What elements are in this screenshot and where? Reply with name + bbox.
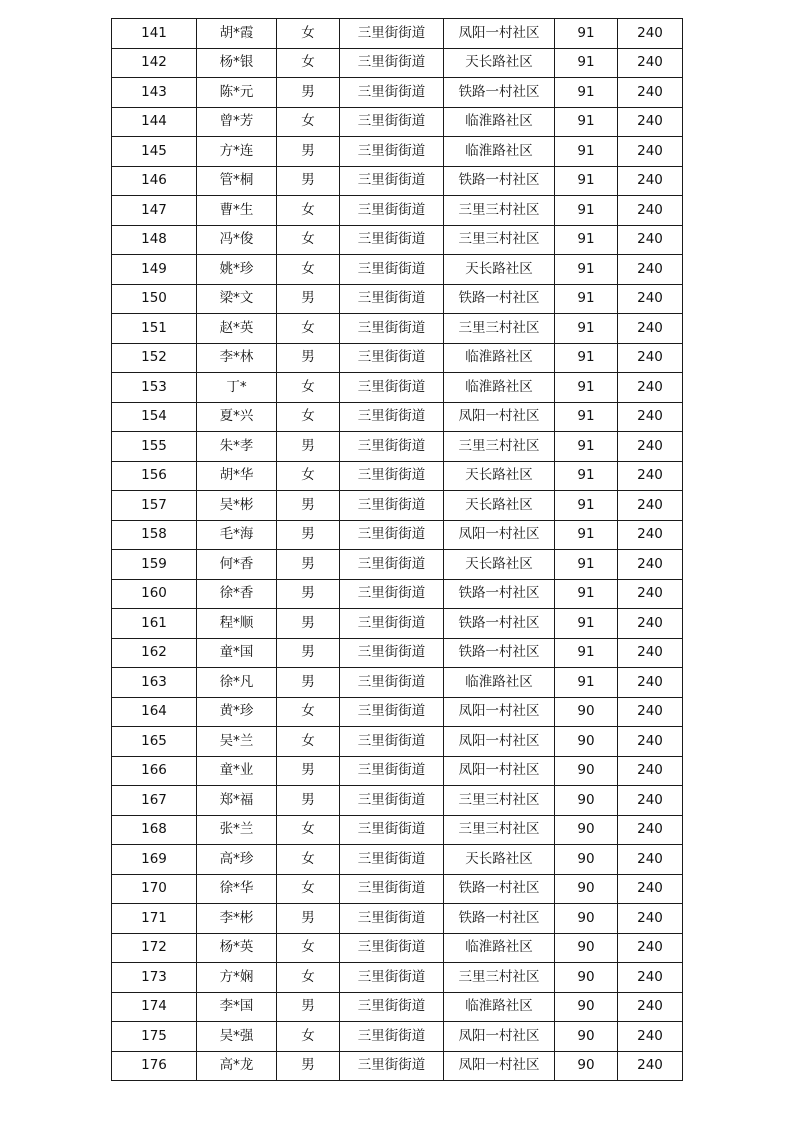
cell-name: 徐*香 (197, 579, 277, 609)
cell-amount: 240 (618, 343, 683, 373)
cell-community: 铁路一村社区 (444, 579, 555, 609)
cell-gender: 女 (277, 373, 340, 403)
cell-gender: 男 (277, 786, 340, 816)
table-row (112, 19, 683, 49)
cell-gender: 男 (277, 284, 340, 314)
cell-gender: 男 (277, 756, 340, 786)
cell-community: 铁路一村社区 (444, 78, 555, 108)
cell-name: 胡*霞 (197, 19, 277, 49)
cell-amount: 240 (618, 19, 683, 49)
cell-age: 91 (555, 373, 618, 403)
cell-amount: 240 (618, 815, 683, 845)
cell-amount: 240 (618, 255, 683, 285)
cell-community: 天长路社区 (444, 48, 555, 78)
cell-amount: 240 (618, 196, 683, 226)
cell-amount: 240 (618, 107, 683, 137)
table-row (112, 166, 683, 196)
cell-age: 91 (555, 107, 618, 137)
cell-serial-number: 155 (112, 432, 197, 462)
cell-amount: 240 (618, 845, 683, 875)
table-row (112, 845, 683, 875)
cell-gender: 女 (277, 402, 340, 432)
cell-serial-number: 156 (112, 461, 197, 491)
cell-community: 凤阳一村社区 (444, 1051, 555, 1081)
cell-community: 三里三村社区 (444, 432, 555, 462)
table-row (112, 402, 683, 432)
cell-name: 李*国 (197, 992, 277, 1022)
cell-amount: 240 (618, 609, 683, 639)
cell-street: 三里街街道 (340, 609, 444, 639)
cell-name: 高*珍 (197, 845, 277, 875)
cell-serial-number: 160 (112, 579, 197, 609)
cell-amount: 240 (618, 904, 683, 934)
cell-community: 临淮路社区 (444, 107, 555, 137)
cell-street: 三里街街道 (340, 373, 444, 403)
table-row (112, 373, 683, 403)
cell-name: 黄*珍 (197, 697, 277, 727)
cell-name: 郑*福 (197, 786, 277, 816)
cell-serial-number: 163 (112, 668, 197, 698)
cell-community: 临淮路社区 (444, 373, 555, 403)
cell-community: 天长路社区 (444, 491, 555, 521)
cell-name: 徐*华 (197, 874, 277, 904)
cell-community: 铁路一村社区 (444, 609, 555, 639)
cell-gender: 男 (277, 638, 340, 668)
cell-name: 张*兰 (197, 815, 277, 845)
cell-amount: 240 (618, 284, 683, 314)
table-row (112, 756, 683, 786)
cell-serial-number: 162 (112, 638, 197, 668)
cell-community: 临淮路社区 (444, 343, 555, 373)
table-row (112, 520, 683, 550)
cell-serial-number: 145 (112, 137, 197, 167)
cell-name: 冯*俊 (197, 225, 277, 255)
cell-gender: 男 (277, 491, 340, 521)
cell-street: 三里街街道 (340, 402, 444, 432)
cell-amount: 240 (618, 314, 683, 344)
cell-serial-number: 154 (112, 402, 197, 432)
table-row (112, 78, 683, 108)
cell-street: 三里街街道 (340, 461, 444, 491)
cell-gender: 女 (277, 727, 340, 757)
table-row (112, 668, 683, 698)
table-row (112, 107, 683, 137)
cell-name: 曹*生 (197, 196, 277, 226)
table-row (112, 904, 683, 934)
cell-name: 曾*芳 (197, 107, 277, 137)
cell-serial-number: 151 (112, 314, 197, 344)
cell-age: 91 (555, 343, 618, 373)
cell-street: 三里街街道 (340, 166, 444, 196)
cell-name: 吴*兰 (197, 727, 277, 757)
cell-street: 三里街街道 (340, 992, 444, 1022)
cell-name: 方*连 (197, 137, 277, 167)
cell-street: 三里街街道 (340, 225, 444, 255)
table-row (112, 638, 683, 668)
cell-serial-number: 144 (112, 107, 197, 137)
cell-name: 何*香 (197, 550, 277, 580)
cell-age: 91 (555, 314, 618, 344)
cell-age: 91 (555, 19, 618, 49)
table-row (112, 1051, 683, 1081)
table-row (112, 225, 683, 255)
cell-gender: 女 (277, 845, 340, 875)
cell-age: 90 (555, 992, 618, 1022)
cell-age: 91 (555, 225, 618, 255)
cell-street: 三里街街道 (340, 137, 444, 167)
cell-street: 三里街街道 (340, 1022, 444, 1052)
cell-name: 毛*海 (197, 520, 277, 550)
cell-amount: 240 (618, 373, 683, 403)
cell-gender: 男 (277, 343, 340, 373)
cell-community: 三里三村社区 (444, 196, 555, 226)
table-row (112, 579, 683, 609)
cell-community: 凤阳一村社区 (444, 1022, 555, 1052)
cell-serial-number: 152 (112, 343, 197, 373)
cell-amount: 240 (618, 697, 683, 727)
cell-street: 三里街街道 (340, 638, 444, 668)
cell-amount: 240 (618, 520, 683, 550)
cell-street: 三里街街道 (340, 343, 444, 373)
cell-gender: 女 (277, 196, 340, 226)
cell-name: 方*娴 (197, 963, 277, 993)
cell-street: 三里街街道 (340, 491, 444, 521)
cell-gender: 男 (277, 432, 340, 462)
cell-community: 三里三村社区 (444, 314, 555, 344)
cell-community: 铁路一村社区 (444, 904, 555, 934)
table-row (112, 815, 683, 845)
cell-community: 天长路社区 (444, 461, 555, 491)
cell-street: 三里街街道 (340, 196, 444, 226)
cell-community: 临淮路社区 (444, 137, 555, 167)
cell-serial-number: 146 (112, 166, 197, 196)
table-row (112, 314, 683, 344)
cell-amount: 240 (618, 1022, 683, 1052)
cell-age: 91 (555, 284, 618, 314)
cell-gender: 男 (277, 668, 340, 698)
cell-serial-number: 176 (112, 1051, 197, 1081)
cell-serial-number: 149 (112, 255, 197, 285)
cell-age: 91 (555, 668, 618, 698)
table-row (112, 609, 683, 639)
table-row (112, 874, 683, 904)
cell-name: 杨*银 (197, 48, 277, 78)
cell-age: 91 (555, 137, 618, 167)
cell-name: 童*国 (197, 638, 277, 668)
cell-name: 吴*彬 (197, 491, 277, 521)
cell-community: 凤阳一村社区 (444, 520, 555, 550)
table-row (112, 1022, 683, 1052)
cell-serial-number: 164 (112, 697, 197, 727)
cell-street: 三里街街道 (340, 874, 444, 904)
cell-serial-number: 170 (112, 874, 197, 904)
cell-amount: 240 (618, 461, 683, 491)
cell-community: 铁路一村社区 (444, 284, 555, 314)
cell-serial-number: 158 (112, 520, 197, 550)
cell-street: 三里街街道 (340, 78, 444, 108)
cell-street: 三里街街道 (340, 48, 444, 78)
cell-community: 凤阳一村社区 (444, 727, 555, 757)
cell-community: 临淮路社区 (444, 992, 555, 1022)
cell-gender: 男 (277, 609, 340, 639)
cell-age: 91 (555, 638, 618, 668)
cell-gender: 男 (277, 166, 340, 196)
cell-amount: 240 (618, 756, 683, 786)
table-row (112, 48, 683, 78)
cell-street: 三里街街道 (340, 904, 444, 934)
cell-serial-number: 150 (112, 284, 197, 314)
cell-amount: 240 (618, 432, 683, 462)
cell-street: 三里街街道 (340, 432, 444, 462)
cell-name: 李*林 (197, 343, 277, 373)
cell-street: 三里街街道 (340, 314, 444, 344)
cell-gender: 男 (277, 78, 340, 108)
cell-name: 管*桐 (197, 166, 277, 196)
cell-amount: 240 (618, 992, 683, 1022)
cell-community: 天长路社区 (444, 845, 555, 875)
cell-amount: 240 (618, 933, 683, 963)
cell-community: 三里三村社区 (444, 786, 555, 816)
cell-age: 91 (555, 255, 618, 285)
cell-gender: 女 (277, 225, 340, 255)
cell-community: 临淮路社区 (444, 933, 555, 963)
table-row (112, 137, 683, 167)
cell-serial-number: 159 (112, 550, 197, 580)
cell-age: 90 (555, 845, 618, 875)
cell-serial-number: 141 (112, 19, 197, 49)
roster-table (111, 18, 683, 1081)
cell-age: 90 (555, 756, 618, 786)
cell-community: 三里三村社区 (444, 815, 555, 845)
cell-serial-number: 165 (112, 727, 197, 757)
table-row (112, 461, 683, 491)
cell-amount: 240 (618, 550, 683, 580)
cell-amount: 240 (618, 225, 683, 255)
cell-amount: 240 (618, 78, 683, 108)
cell-name: 姚*珍 (197, 255, 277, 285)
cell-age: 91 (555, 461, 618, 491)
cell-gender: 女 (277, 461, 340, 491)
cell-gender: 女 (277, 933, 340, 963)
cell-age: 91 (555, 520, 618, 550)
cell-amount: 240 (618, 402, 683, 432)
cell-amount: 240 (618, 1051, 683, 1081)
cell-gender: 女 (277, 314, 340, 344)
cell-street: 三里街街道 (340, 815, 444, 845)
cell-age: 91 (555, 491, 618, 521)
cell-age: 90 (555, 1022, 618, 1052)
cell-gender: 女 (277, 874, 340, 904)
cell-serial-number: 166 (112, 756, 197, 786)
cell-amount: 240 (618, 491, 683, 521)
cell-amount: 240 (618, 963, 683, 993)
cell-age: 91 (555, 402, 618, 432)
cell-gender: 女 (277, 255, 340, 285)
cell-name: 朱*孝 (197, 432, 277, 462)
cell-community: 铁路一村社区 (444, 166, 555, 196)
table-row (112, 697, 683, 727)
cell-age: 90 (555, 904, 618, 934)
table-row (112, 786, 683, 816)
cell-name: 童*业 (197, 756, 277, 786)
cell-street: 三里街街道 (340, 255, 444, 285)
cell-street: 三里街街道 (340, 520, 444, 550)
cell-serial-number: 175 (112, 1022, 197, 1052)
cell-age: 91 (555, 196, 618, 226)
cell-name: 杨*英 (197, 933, 277, 963)
cell-serial-number: 167 (112, 786, 197, 816)
cell-amount: 240 (618, 874, 683, 904)
cell-name: 赵*英 (197, 314, 277, 344)
cell-street: 三里街街道 (340, 756, 444, 786)
cell-community: 临淮路社区 (444, 668, 555, 698)
cell-street: 三里街街道 (340, 786, 444, 816)
cell-street: 三里街街道 (340, 1051, 444, 1081)
table-row (112, 432, 683, 462)
cell-community: 铁路一村社区 (444, 874, 555, 904)
cell-age: 91 (555, 78, 618, 108)
cell-gender: 男 (277, 520, 340, 550)
cell-street: 三里街街道 (340, 19, 444, 49)
cell-gender: 女 (277, 815, 340, 845)
cell-gender: 男 (277, 550, 340, 580)
cell-amount: 240 (618, 166, 683, 196)
cell-age: 91 (555, 48, 618, 78)
cell-name: 胡*华 (197, 461, 277, 491)
table-row (112, 343, 683, 373)
cell-age: 91 (555, 550, 618, 580)
cell-age: 90 (555, 815, 618, 845)
cell-age: 90 (555, 874, 618, 904)
cell-amount: 240 (618, 137, 683, 167)
cell-age: 90 (555, 786, 618, 816)
cell-amount: 240 (618, 579, 683, 609)
cell-street: 三里街街道 (340, 550, 444, 580)
cell-serial-number: 157 (112, 491, 197, 521)
table-row (112, 992, 683, 1022)
cell-age: 90 (555, 933, 618, 963)
cell-serial-number: 147 (112, 196, 197, 226)
cell-serial-number: 148 (112, 225, 197, 255)
cell-name: 丁* (197, 373, 277, 403)
table-row (112, 550, 683, 580)
cell-gender: 男 (277, 904, 340, 934)
cell-amount: 240 (618, 48, 683, 78)
cell-serial-number: 173 (112, 963, 197, 993)
cell-name: 徐*凡 (197, 668, 277, 698)
cell-gender: 男 (277, 137, 340, 167)
table-row (112, 284, 683, 314)
cell-name: 吴*强 (197, 1022, 277, 1052)
cell-gender: 男 (277, 1051, 340, 1081)
cell-name: 程*顺 (197, 609, 277, 639)
cell-gender: 男 (277, 579, 340, 609)
cell-street: 三里街街道 (340, 727, 444, 757)
table-row (112, 255, 683, 285)
cell-community: 三里三村社区 (444, 963, 555, 993)
cell-serial-number: 143 (112, 78, 197, 108)
table-row (112, 727, 683, 757)
cell-street: 三里街街道 (340, 668, 444, 698)
cell-age: 90 (555, 727, 618, 757)
cell-street: 三里街街道 (340, 963, 444, 993)
cell-age: 90 (555, 963, 618, 993)
cell-community: 天长路社区 (444, 550, 555, 580)
cell-serial-number: 153 (112, 373, 197, 403)
cell-community: 凤阳一村社区 (444, 756, 555, 786)
cell-serial-number: 172 (112, 933, 197, 963)
cell-street: 三里街街道 (340, 697, 444, 727)
cell-name: 李*彬 (197, 904, 277, 934)
cell-age: 91 (555, 579, 618, 609)
cell-street: 三里街街道 (340, 845, 444, 875)
cell-serial-number: 142 (112, 48, 197, 78)
cell-name: 高*龙 (197, 1051, 277, 1081)
cell-serial-number: 174 (112, 992, 197, 1022)
cell-amount: 240 (618, 786, 683, 816)
cell-community: 凤阳一村社区 (444, 697, 555, 727)
cell-age: 91 (555, 609, 618, 639)
cell-amount: 240 (618, 638, 683, 668)
table-row (112, 963, 683, 993)
cell-name: 梁*文 (197, 284, 277, 314)
cell-gender: 女 (277, 48, 340, 78)
table-row (112, 491, 683, 521)
cell-serial-number: 161 (112, 609, 197, 639)
cell-name: 夏*兴 (197, 402, 277, 432)
cell-age: 90 (555, 697, 618, 727)
cell-community: 凤阳一村社区 (444, 19, 555, 49)
cell-gender: 女 (277, 19, 340, 49)
cell-community: 天长路社区 (444, 255, 555, 285)
cell-gender: 女 (277, 697, 340, 727)
cell-street: 三里街街道 (340, 284, 444, 314)
cell-age: 91 (555, 166, 618, 196)
cell-gender: 女 (277, 1022, 340, 1052)
cell-community: 三里三村社区 (444, 225, 555, 255)
cell-community: 铁路一村社区 (444, 638, 555, 668)
cell-amount: 240 (618, 727, 683, 757)
cell-amount: 240 (618, 668, 683, 698)
cell-age: 90 (555, 1051, 618, 1081)
cell-street: 三里街街道 (340, 933, 444, 963)
cell-age: 91 (555, 432, 618, 462)
cell-gender: 女 (277, 107, 340, 137)
cell-community: 凤阳一村社区 (444, 402, 555, 432)
cell-name: 陈*元 (197, 78, 277, 108)
cell-serial-number: 168 (112, 815, 197, 845)
cell-street: 三里街街道 (340, 107, 444, 137)
cell-gender: 男 (277, 992, 340, 1022)
table-row (112, 933, 683, 963)
cell-serial-number: 169 (112, 845, 197, 875)
cell-serial-number: 171 (112, 904, 197, 934)
roster-body (112, 19, 683, 1081)
table-row (112, 196, 683, 226)
cell-gender: 女 (277, 963, 340, 993)
cell-street: 三里街街道 (340, 579, 444, 609)
